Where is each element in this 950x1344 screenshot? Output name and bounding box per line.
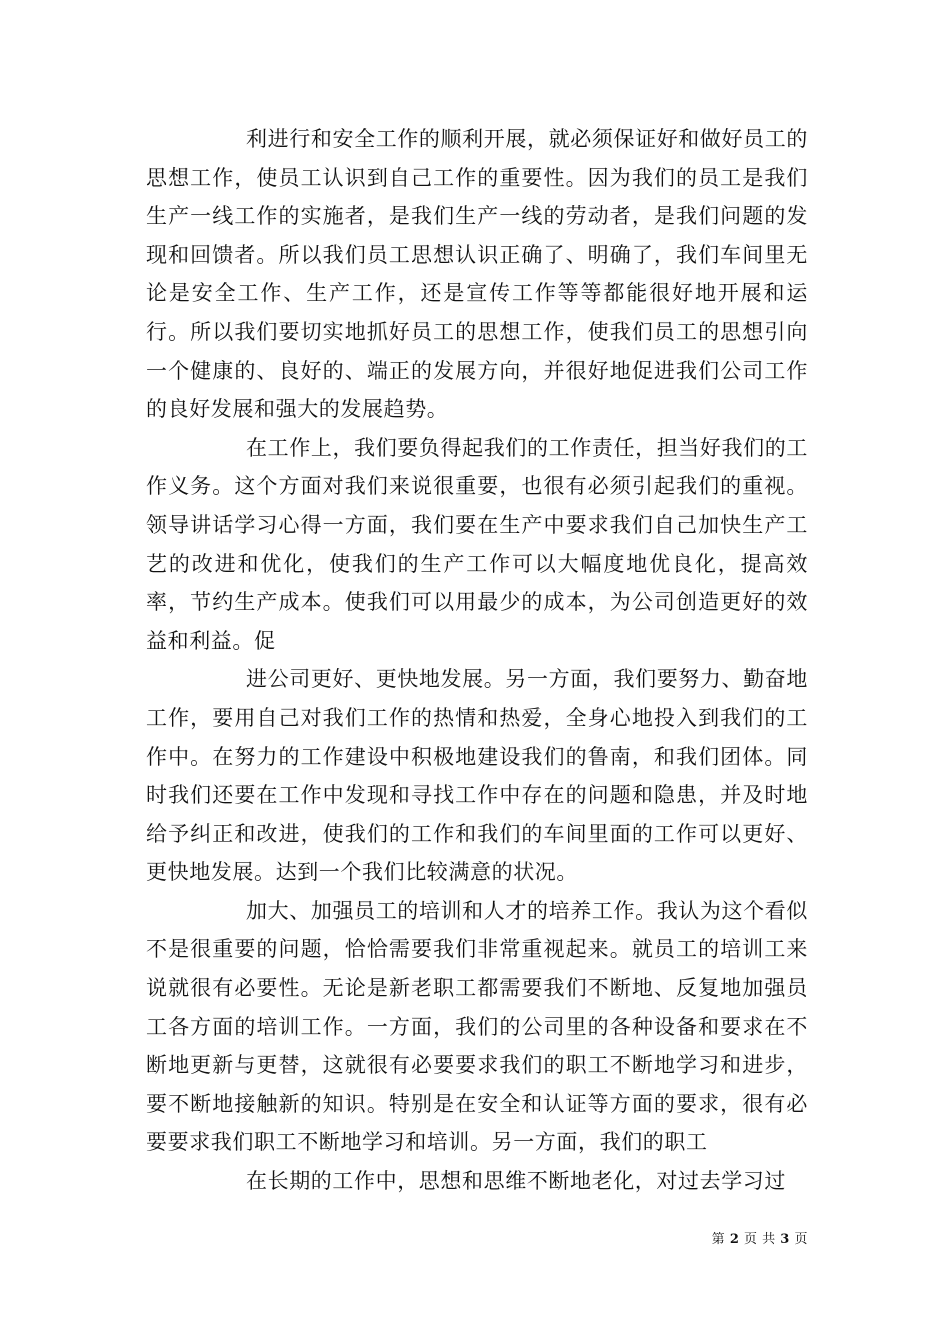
paragraph-1: 利进行和安全工作的顺利开展，就必须保证好和做好员工的思想工作，使员工认识到自己工作的重要性。因为我们的员工是我们生产一线工作的实施者，是我们生产一线的劳动者，是我们问题的发现和回馈者。所以我们员工思想认识正确了、明确了，我们车间里无论是安全工作、生产工作，还是宣传工作等等都能很好地开展和运行。所以我们要切实地抓好员工的思想工作，使我们员工的思想引向一个健康的、良好的、端正的发展方向，并很好地促进我们公司工作的良好发展和强大的发展趋势。	[146, 127, 808, 422]
document-body	[146, 120, 808, 1201]
paragraph-5: 在长期的工作中，思想和思维不断地老化，对过去学习过	[246, 1169, 786, 1194]
footer-middle: 页 共	[744, 1232, 776, 1247]
paragraph-3: 进公司更好、更快地发展。另一方面，我们要努力、勤奋地工作，要用自己对我们工作的热情和热爱，全身心地投入到我们的工作中。在努力的工作建设中积极地建设我们的鲁南，和我们团体。同时我们还要在工作中发现和寻找工作中存在的问题和隐患，并及时地给予纠正和改进，使我们的工作和我们的车间里面的工作可以更好、更快地发展。达到一个我们比较满意的状况。	[146, 667, 808, 885]
page-footer	[712, 1232, 808, 1248]
footer-suffix: 页	[794, 1232, 808, 1247]
footer-total-pages: 3	[780, 1232, 790, 1247]
footer-page-number: 2	[729, 1232, 740, 1247]
paragraph-4: 加大、加强员工的培训和人才的培养工作。我认为这个看似不是很重要的问题，恰恰需要我们非常重视起来。就员工的培训工来说就很有必要性。无论是新老职工都需要我们不断地、反复地加强员工各方面的培训工作。一方面，我们的公司里的各种设备和要求在不断地更新与更替，这就很有必要要求我们的职工不断地学习和进步，要不断地接触新的知识。特别是在安全和认证等方面的要求，很有必要要求我们职工不断地学习和培训。另一方面，我们的职工	[146, 898, 808, 1155]
footer-prefix: 第	[711, 1232, 726, 1247]
paragraph-2: 在工作上，我们要负得起我们的工作责任，担当好我们的工作义务。这个方面对我们来说很重要，也很有必须引起我们的重视。领导讲话学习心得一方面，我们要在生产中要求我们自己加快生产工艺的改进和优化，使我们的生产工作可以大幅度地优良化，提高效率，节约生产成本。使我们可以用最少的成本，为公司创造更好的效益和利益。促	[146, 435, 808, 653]
